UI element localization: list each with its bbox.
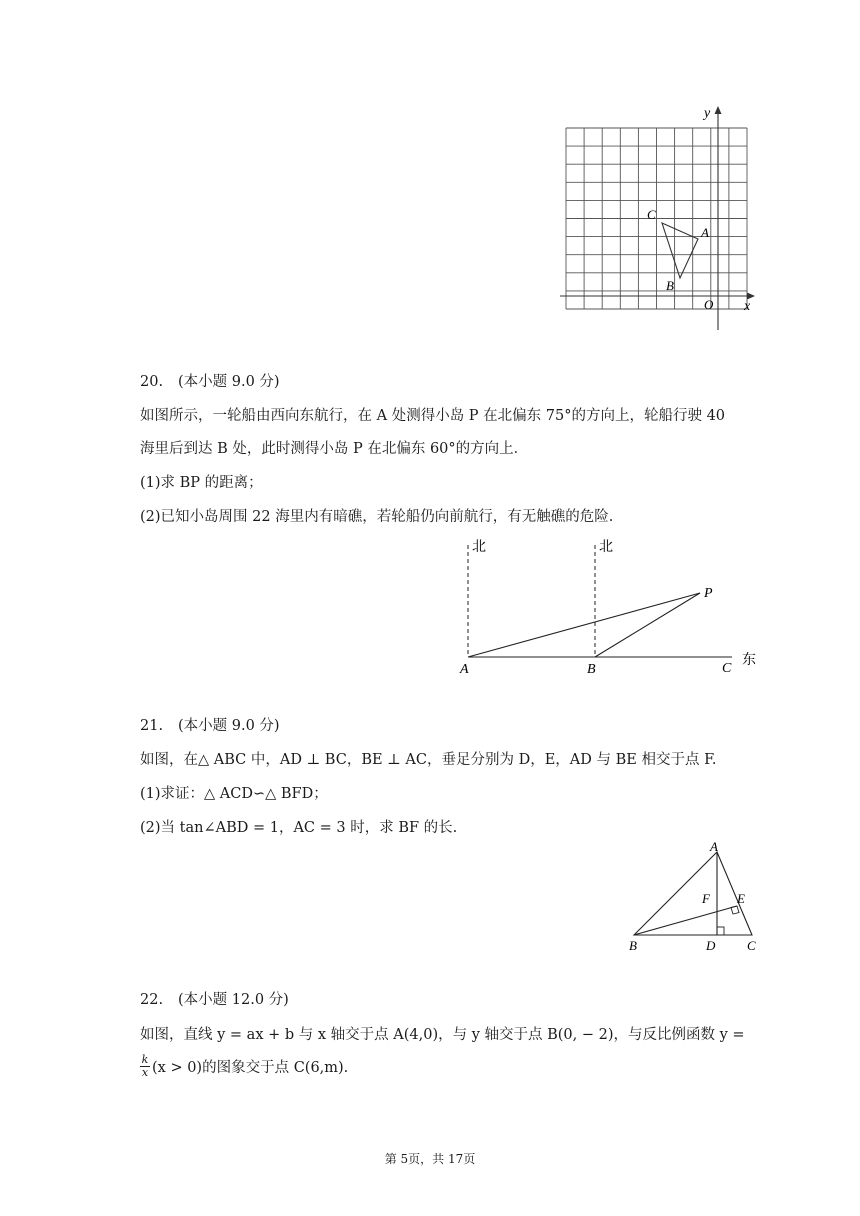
- question-20-score: (本小题 9.0 分): [178, 374, 280, 390]
- question-22-score: (本小题 12.0 分): [178, 992, 289, 1008]
- grid-lines: [566, 128, 747, 309]
- origin-label: O: [704, 297, 714, 312]
- north-label-a: 北: [472, 540, 486, 555]
- question-21-part-1: (1)求证：△ ACD∽△ BFD；: [140, 786, 328, 802]
- line-ap: [468, 593, 700, 657]
- grid-figure: [548, 98, 768, 344]
- point-p-label: P: [704, 586, 713, 601]
- fraction-denominator: x: [141, 1066, 149, 1079]
- question-21-line-1: 如图，在△ ABC 中，AD ⊥ BC，BE ⊥ AC，垂足分别为 D，E，AD 与 BE 相交于点 F.: [140, 752, 717, 768]
- point-b-label: B: [666, 278, 674, 293]
- question-22-line-2: (x > 0)的图象交于点 C(6,m).: [152, 1060, 349, 1076]
- point-a-label: A: [460, 662, 469, 677]
- question-21-score: (本小题 9.0 分): [178, 718, 280, 734]
- point-b-label: B: [629, 938, 637, 953]
- fraction-numerator: k: [141, 1053, 149, 1066]
- point-a-label: A: [710, 840, 718, 854]
- question-22-number: 22.: [140, 992, 164, 1008]
- question-20-line-1: 如图所示，一轮船由西向东航行，在 A 处测得小岛 P 在北偏东 75°的方向上，轮船行驶 40: [140, 408, 726, 424]
- point-f-label: F: [702, 891, 710, 906]
- point-e-label: E: [737, 891, 745, 906]
- point-d-label: D: [706, 938, 716, 953]
- question-20-part-2: (2)已知小岛周围 22 海里内有暗礁，若轮船仍向前航行，有无触礁的危险.: [140, 509, 614, 525]
- triangle-abc: [634, 852, 752, 935]
- point-c-label: C: [722, 661, 732, 676]
- x-axis-label: x: [744, 299, 751, 314]
- triangle-figure: [620, 840, 770, 958]
- question-21-header: [140, 716, 280, 736]
- point-c-label: C: [647, 207, 656, 222]
- question-22-line-1: 如图，直线 y = ax + b 与 x 轴交于点 A(4,0)，与 y 轴交于点 B(0, − 2)，与反比例函数 y =: [140, 1027, 745, 1043]
- question-21-number: 21.: [140, 718, 164, 734]
- point-a-label: A: [701, 225, 709, 240]
- y-axis-label: y: [704, 106, 711, 121]
- fraction-k-over-x: [140, 1054, 150, 1079]
- east-label: 东: [742, 653, 756, 668]
- right-angle-d: [717, 927, 724, 935]
- question-22-header: [140, 990, 289, 1010]
- line-bp: [595, 593, 700, 657]
- question-20-part-1: (1)求 BP 的距离；: [140, 475, 263, 491]
- question-21-part-2: (2)当 tan∠ABD = 1，AC = 3 时，求 BF 的长.: [140, 820, 458, 836]
- point-c-label: C: [747, 938, 756, 953]
- north-label-b: 北: [599, 540, 613, 555]
- question-20-header: [140, 372, 280, 392]
- y-axis-arrow: [715, 106, 722, 114]
- page-footer: 第 5页，共 17页: [384, 1152, 476, 1166]
- altitude-be: [634, 906, 737, 935]
- right-angle-e: [731, 906, 739, 914]
- question-20-line-2: 海里后到达 B 处，此时测得小岛 P 在北偏东 60°的方向上．: [140, 441, 529, 457]
- question-20-number: 20.: [140, 374, 164, 390]
- ship-figure: [450, 535, 770, 680]
- point-b-label: B: [587, 662, 596, 677]
